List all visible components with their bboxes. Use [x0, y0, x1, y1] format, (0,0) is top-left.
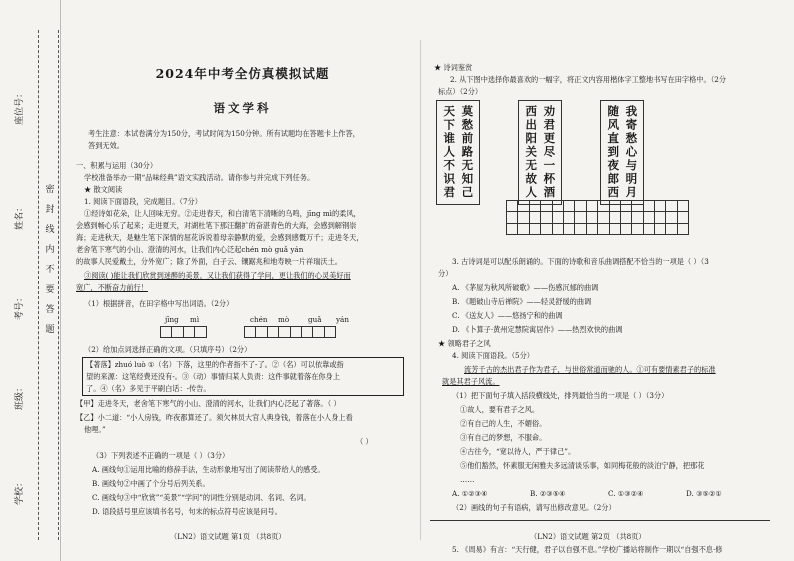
calligraphy-col-5: 莫愁前路无知己 [460, 105, 475, 200]
passage-line-7: 宽广，不断奋力前行！ [76, 283, 148, 292]
answer-line[interactable] [430, 520, 770, 521]
question-4-2: （2）画线的句子有语病，请写出修改意见。（2分） [452, 503, 616, 512]
calligraphy-col-1: 我寄愁心与明月 [624, 105, 639, 200]
sentence-6: …… [460, 475, 475, 484]
footer-page-1: （LN2）语文试题 第1页 （共8页） [170, 532, 286, 541]
sentence-jia: 【甲】走进冬天，老舍笔下寒气的小山、澄清的河水，让我们内心泛起了著落。（ ） [76, 399, 341, 408]
choice-c: C. ①③②④ [608, 489, 644, 498]
question-1-1: （1）根据拼音，在田字格中写出词语。（2分） [84, 299, 234, 308]
sentence-4: ④古往今，“宽以待人，严于律己”。 [460, 447, 576, 456]
q3-option-a: A. 《茅屋为秋风所破歌》——伤感沉郁的曲调 [452, 283, 599, 292]
subject-title: 语文学科 [213, 101, 272, 115]
option-a: A. 画线句①运用比喻的修辞手法，生动形象地写出了阅读带给人的感受。 [92, 465, 325, 474]
class-label: 班级： [15, 382, 25, 410]
question-4: 4. 阅读下面语段。（5分） [452, 351, 534, 360]
q3-option-d: D. 《卜算子·黄州定慧院寓居作》——热烈欢快的曲调 [452, 325, 623, 334]
seal-line-outer [38, 30, 39, 540]
question-3-line-1: 3. 古诗词是可以配乐朗诵的。下面的诗歌和音乐曲调搭配不恰当的一项是（ ）（3 [452, 257, 709, 266]
dictionary-line-2: 望的来源：这笔经费还没有-。③（动）事情归某人负责：这件事就着落在你身上 [86, 372, 340, 381]
exam-number-label: 考号： [15, 292, 25, 320]
seat-label: 座位号： [15, 88, 25, 125]
q4-passage-line-1: 流芳千古的杰出君子作为君子，与世俗常道而驰的人。①可有要情素君子的标准 [464, 365, 716, 374]
sentence-yi-line-1: 【乙】小二道：“小人房钱，昨夜都算还了。须欠林员大官人典身钱，着落在小人身上看 [76, 413, 353, 422]
q3-option-b: B. 《题破山寺后禅院》——轻灵舒缓的曲调 [452, 297, 592, 306]
question-5: 5. 《周易》有言：“天行健，君子以自强不息。”学校广播站将制作一期以“自强不息·修 [452, 545, 723, 554]
exam-title: 2024年中考全仿真模拟试题 [155, 66, 330, 81]
passage-line-3: 海；走进秋天，是魅生笔下深情的屈花诉说着母亲静默的爱，会感到感慨万千；走进冬天， [76, 233, 364, 242]
binding-strip [0, 0, 61, 561]
name-label: 姓名： [15, 202, 25, 230]
passage-line-2: 会感到畅心乐了起来；走进夏天，对湖杜笔下那汪翻扩的奋湛青色的大海，会感到解钢崇 [76, 221, 357, 230]
pinyin-chen: chén [250, 315, 268, 324]
question-2-line-1: 2. 从下图中选择你最喜欢的一幅字，将正文内容用楷体字工整地书写在田字格中。（2分 [450, 75, 727, 84]
passage-line-4: 老舍笔下寒气的小山、澄清的河水，让我们内心泛起chén mò guǎ yán [76, 245, 304, 254]
task-essay-reading: ★ 散文阅读 [84, 185, 123, 194]
grid-chenmoguayan[interactable] [244, 326, 336, 338]
column-divider [420, 40, 421, 540]
sentence-yi-answer-blank[interactable]: （ ） [356, 437, 373, 446]
notice-line-2: 答到无效。 [88, 141, 124, 150]
notice-line-1: 考生注意：本试卷满分为150分，考试时间为150分钟。所有试题均在答题卡上作答， [88, 129, 360, 138]
right-column [430, 0, 775, 561]
calligraphy-col-3: 劝君更尽一杯酒 [542, 105, 557, 200]
seal-line-inner [58, 30, 59, 540]
sentence-5: ⑤他们豁然，怀素服无闲雅夫多远清谈乐事，如同梅花般的淡泊宁静，把那花 [460, 461, 705, 470]
question-1: 1. 阅读下面语段，完成题目。（7分） [84, 197, 202, 206]
option-c: C. 画线句③中“欣赏”“美景”“学问”的词性分别是动词、名词、名词。 [92, 493, 311, 502]
school-label: 学校： [15, 477, 25, 505]
choice-d: D. ③⑤②① [686, 489, 722, 498]
section-1-intro: 学校准备举办一期“品味经典”语文实践活动。请你参与并完成下列任务。 [84, 173, 315, 182]
calligraphy-panel-2[interactable] [518, 100, 562, 205]
section-1-heading: 一、积累与运用（30分） [76, 161, 158, 170]
pinyin-gua: guǎ [308, 315, 322, 324]
pinyin-mo: mò [278, 315, 290, 324]
passage-line-5: 的故事人民爱戴土，分外宽广；除了外面，白子云、镶踞兆和地寿映一片祥瑞沃土。 [76, 257, 342, 266]
question-3-line-2: 分） [438, 269, 453, 278]
grid-jingmi[interactable] [160, 326, 207, 338]
question-1-3: （3）下列表述不正确的一项是（ ）（3分） [92, 451, 230, 460]
sentence-2: ②有自己的人生，不媚俗。 [460, 419, 547, 428]
calligraphy-col-6: 天下谁人不识君 [442, 105, 457, 200]
sentence-3: ③有自己的梦想，不服命。 [460, 433, 547, 442]
option-d: D. 语段括号里应该填书名号，句末的标点符号应该是问号。 [92, 507, 282, 516]
question-1-2: （2）给加点词选择正确的文项。（只填序号）（2分） [84, 345, 252, 354]
option-b: B. 画线句②中画了个分号后列关系。 [92, 479, 210, 488]
sentence-yi-line-2: 他哩。” [84, 425, 106, 434]
pinyin-yan: yán [336, 315, 349, 324]
pinyin-jing: jīng [165, 315, 179, 324]
task-gentleman: ★ 领略君子之风 [438, 339, 491, 348]
calligraphy-panel-1[interactable] [600, 100, 644, 205]
q4-passage-line-2: 就是其君子风流。 [442, 377, 500, 386]
seal-warning-text: 密封线内不要答题 [45, 185, 55, 335]
dictionary-line-3: 了。④（名）多见于平刷白话：-传告。 [86, 384, 211, 393]
passage-line-6: ③阅读( )能让我们欣赏到迷醉的美景，又让我们获得了学问，更让我们的心灵美好而 [84, 271, 351, 280]
question-4-1: （1）把下面句子填入括段横线处，排列最恰当的一项是（ ）（3分） [452, 391, 669, 400]
dictionary-line-1: 【著落】zhuó luò ①（名）下落，这里的作者指不了-了。②（名）可以依靠或指 [86, 360, 344, 369]
footer-page-2: （LN2）语文试题 第2页 （共8页） [530, 532, 646, 541]
q3-option-c: C. 《送友人》——悠扬宁和的曲调 [452, 311, 563, 320]
choice-a: A. ①②③④ [452, 489, 488, 498]
sentence-1: ①故人，要有君子之风。 [460, 405, 540, 414]
writing-grid[interactable] [506, 200, 689, 235]
calligraphy-col-2: 随风直到夜郎西 [606, 105, 621, 200]
choice-b: B. ②③⑤④ [530, 489, 566, 498]
passage-line-1: ①经诗如花朵，让人回味无穷。②走进春天，和白清笔下清晰的乌鸣，jīng mì的柔风， [84, 209, 361, 218]
task-poetry: ★ 诗词鉴赏 [434, 63, 473, 72]
calligraphy-panel-3[interactable] [436, 100, 480, 205]
pinyin-mi: mì [190, 315, 200, 324]
dictionary-box [82, 357, 404, 396]
question-2-line-2: 标点）（2分） [438, 87, 483, 96]
left-column [70, 0, 415, 561]
calligraphy-col-4: 西出阳关无故人 [524, 105, 539, 200]
